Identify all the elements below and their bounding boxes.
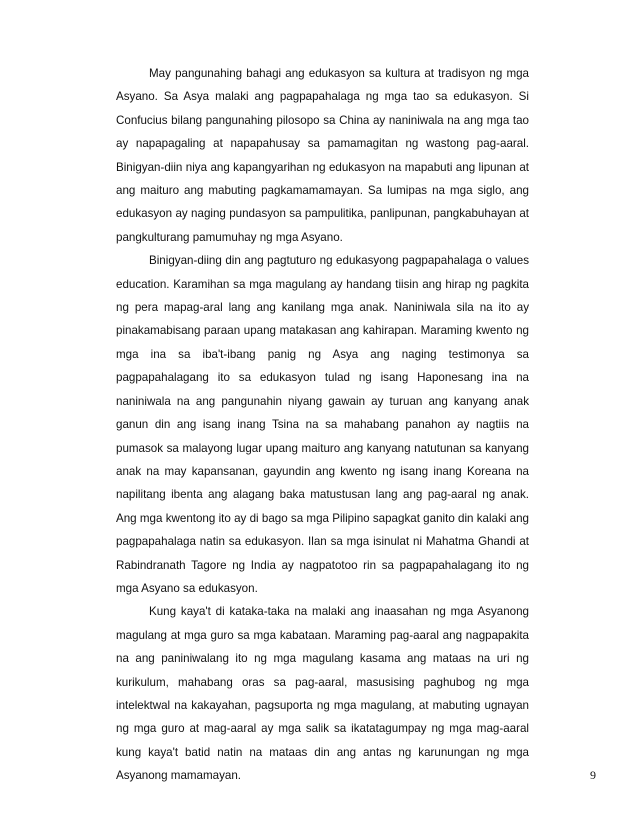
paragraph-3: Kung kaya't di kataka-taka na malaki ang inaasahan ng mga Asyanong magulang at mga guro sa mga kabataan. Maraming pag-aaral ang nagpapakita na ang paniniwalang ito ng mga magulang kasama ang mataas na uri ng kurikulum, mahabang oras sa pag-aaral, masusising paghubog ng mga intelektwal na kakayahan, pagsuporta ng mga magulang, at mabuting ugnayan ng mga guro at mag-aaral ay mga salik sa ikatatagumpay ng mga mag-aaral kung kaya't batid natin na mataas din ang antas ng karunungan ng mga Asyanong mamamayan. [116, 605, 529, 783]
page-number: 9 [590, 768, 596, 782]
body-text [116, 62, 529, 788]
paragraph-1: May pangunahing bahagi ang edukasyon sa kultura at tradisyon ng mga Asyano. Sa Asya malaki ang pagpapahalaga ng mga tao sa edukasyon. Si Confucius bilang pangunahing pilosopo sa China ay naniniwala na ang mga tao ay napapagaling at napapahusay sa pamamagitan ng wastong pag-aaral. Binigyan-diin niya ang kapangyarihan ng edukasyon na mapabuti ang lipunan at ang maituro ang mabuting pagkamamamayan. Sa lumipas na mga siglo, ang edukasyon ay naging pundasyon sa pampulitika, panlipunan, pangkabuhayan at pangkulturang pamumuhay ng mga Asyano. [116, 67, 529, 244]
paragraph-2: Binigyan-diing din ang pagtuturo ng edukasyong pagpapahalaga o values education. Karamihan sa mga magulang ay handang tiisin ang hirap ng pagkita ng pera mapag-aral lang ang kanilang mga anak. Naniniwala sila na ito ay pinakamabisang paraan upang matakasan ang kahirapan. Maraming kwento ng mga ina sa iba't-ibang panig ng Asya ang naging testimonya sa pagpapahalagang ito sa edukasyon tulad ng isang Haponesang ina na naniniwala na ang pangunahin niyang gawain ay turuan ang kanyang anak ganun din ang isang inang Tsina na sa mahabang panahon ay nagtiis na pumasok sa malayong lugar upang maituro ang kanyang natutunan sa kanyang anak na may kapansanan, gayundin ang kwento ng isang inang Koreana na napilitang ibenta ang alagang baka matustusan lang ang pag-aaral ng anak. Ang mga kwentong ito ay di bago sa mga Pilipino sapagkat ganito din kalaki ang pagpapahalaga natin sa edukasyon. Ilan sa mga isinulat ni Mahatma Ghandi at Rabindranath Tagore ng India ay nagpatotoo rin sa pagpapahalagang ito ng mga Asyano sa edukasyon. [116, 254, 529, 595]
